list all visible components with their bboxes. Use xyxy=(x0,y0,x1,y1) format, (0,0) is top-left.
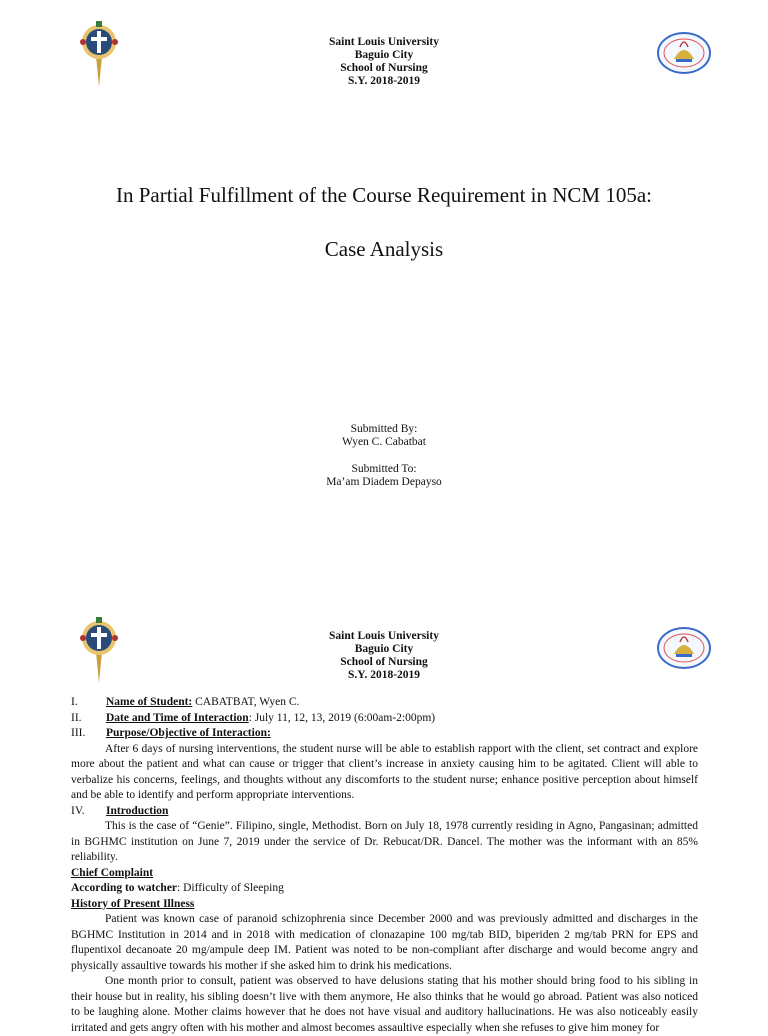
university-name: Saint Louis University xyxy=(329,630,439,642)
purpose-paragraph: After 6 days of nursing interventions, the student nurse will be able to establish rapport with the client, set contract and explore more about the patient and what can cause or trigger that client’s increase in anxiety causing him to be agitated. Client will able to verbalize his concerns, feelings, and thoughts without any discomforts to the student nurse; enhance positive perception about himself and be able to identify and perform appropriate interventions. xyxy=(71,742,698,801)
school-year: S.Y. 2018-2019 xyxy=(347,75,421,87)
school-name: School of Nursing xyxy=(340,62,428,74)
section-number: II. xyxy=(71,711,82,724)
chief-complaint-line xyxy=(71,881,698,897)
section-label: Date and Time of Interaction xyxy=(106,711,249,724)
section-label: Introduction xyxy=(106,804,169,817)
section-introduction xyxy=(71,804,698,820)
content-page xyxy=(0,580,768,1034)
submitted-to-name: Ma’am Diadem Depayso xyxy=(326,476,442,488)
submitted-by-label: Submitted By: xyxy=(350,423,418,435)
section-label: Name of Student: xyxy=(106,696,193,708)
hpi-paragraph-1: Patient was known case of paranoid schizophrenia since December 2000 and was previously admitted and discharges in the BGHMC Institution in 2014 and in 2018 with medication of clonazapine 100 mg/tab BID, biperiden 2 mg/tab PRN for EPS and flupentixol decanoate 20 mg/ampule deep IM. Patient was noted to be non-compliant after discharge and would become angry and physically assaultive towards his mother if she asked him to drink his medications. xyxy=(71,913,698,972)
section-purpose xyxy=(71,726,698,742)
cover-header xyxy=(0,36,768,88)
content-header xyxy=(0,630,768,682)
date-time-value: : July 11, 12, 13, 2019 (6:00am-2:00pm) xyxy=(248,711,436,724)
section-number: III. xyxy=(71,727,86,739)
city-name: Baguio City xyxy=(354,49,414,61)
student-name-value: CABATBAT, Wyen C. xyxy=(192,696,300,708)
cover-subtitle: Case Analysis xyxy=(324,237,444,261)
submitted-to-label: Submitted To: xyxy=(351,463,417,475)
section-number: I. xyxy=(71,696,78,708)
case-analysis-body xyxy=(71,695,698,1036)
section-number: IV. xyxy=(71,804,85,817)
submitted-by-name: Wyen C. Cabatbat xyxy=(342,436,426,448)
section-label: Purpose/Objective of Interaction: xyxy=(106,727,271,739)
school-name: School of Nursing xyxy=(340,656,428,668)
submitted-by-block xyxy=(0,423,768,449)
chief-complaint-heading: Chief Complaint xyxy=(71,866,154,879)
chief-complaint-label: According to watcher xyxy=(71,882,178,894)
section-name-of-student xyxy=(71,695,698,711)
city-name: Baguio City xyxy=(354,643,414,655)
hpi-paragraph-2: One month prior to consult, patient was observed to have delusions stating that his mother should bring food to his sibling in their house but in reality, his sibling doesn’t live with them anymore, He also thinks that he would go abroad. Patient was also noticed to be laughing alone. Mother claims however that he does not have visual and auditory hallucinations. He was also noticeably easily irritated and gets angry often with his mother and almost becomes assaultive especially when she refuses to give him money for xyxy=(71,975,698,1034)
school-year: S.Y. 2018-2019 xyxy=(347,669,421,681)
hpi-heading: History of Present Illness xyxy=(71,897,195,910)
submitted-to-block xyxy=(0,463,768,489)
cover-title: In Partial Fulfillment of the Course Requirement in NCM 105a: xyxy=(115,183,652,207)
chief-complaint-value: : Difficulty of Sleeping xyxy=(177,882,284,894)
section-date-time xyxy=(71,711,698,727)
introduction-paragraph: This is the case of “Genie”. Filipino, single, Methodist. Born on July 18, 1978 currently residing in Agno, Pangasinan; admitted in BGHMC institution on June 7, 2019 under the service of Dr. Rebucat/DR. Dancel. The mother was the informant with an 85% reliability. xyxy=(71,820,698,863)
university-name: Saint Louis University xyxy=(329,36,439,48)
